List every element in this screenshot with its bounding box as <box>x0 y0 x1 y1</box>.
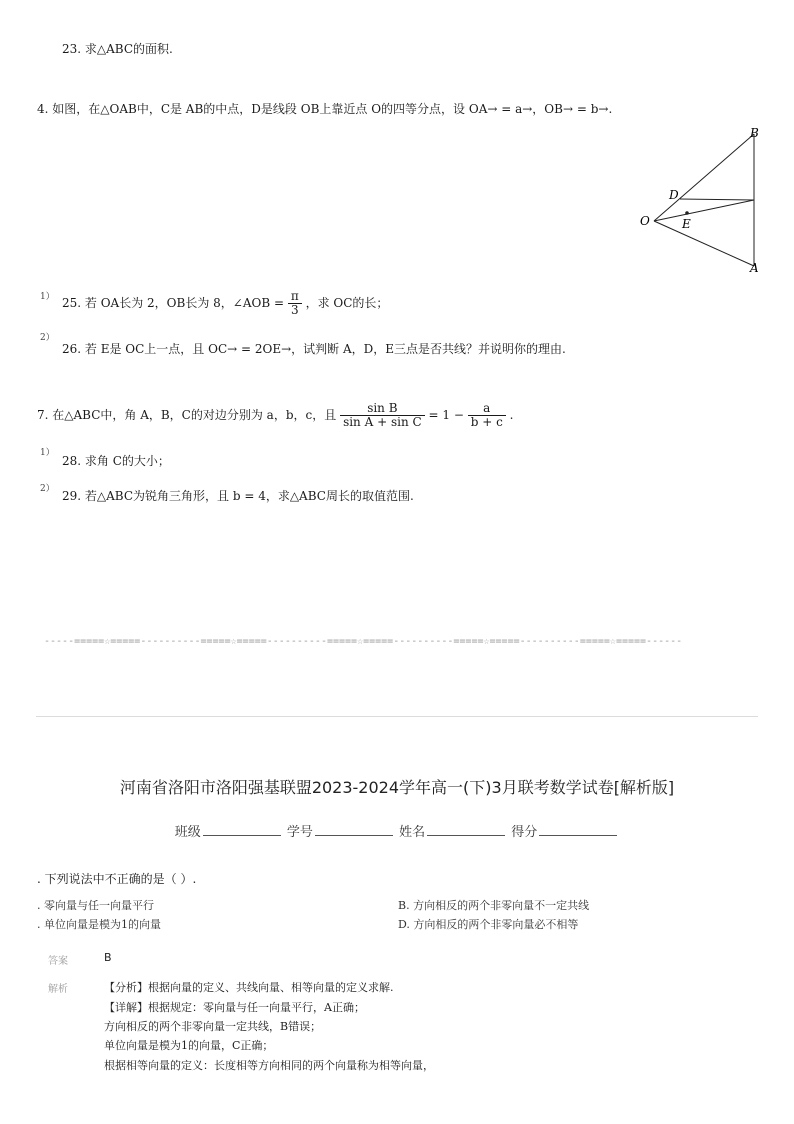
q25-fraction <box>288 290 302 317</box>
segment-DC <box>680 199 754 200</box>
sub-number-2: 2） <box>40 333 55 343</box>
label-E: E <box>682 217 691 231</box>
q7-post: . <box>509 408 514 423</box>
analysis-line: 根据相等向量的定义：长度相等方向相同的两个向量称为相等向量， <box>104 1059 434 1072</box>
option-b: B. 方向相反的两个非零向量不一定共线 <box>398 899 590 912</box>
point-E <box>685 211 689 215</box>
label-D: D <box>669 188 679 202</box>
q25-fraction-den: 3 <box>290 303 299 318</box>
answer-value: B <box>104 951 112 964</box>
label-O: O <box>640 214 650 228</box>
q7-fraction-1-num: sin B <box>340 402 425 416</box>
class-label: 班级 <box>174 825 201 840</box>
id-label: 学号 <box>286 825 313 840</box>
answer-label: 答案 <box>48 956 68 967</box>
q25-post: ，求 OC的长； <box>305 296 389 311</box>
sub-number-1: 1） <box>40 292 55 302</box>
sub-number-2: 2） <box>40 484 55 494</box>
option-a: . 零向量与任一向量平行 <box>37 899 154 912</box>
question-28: 28. 求角 C的大小； <box>62 454 170 468</box>
name-label: 姓名 <box>399 825 426 840</box>
q7-fraction-2-num: a <box>468 402 506 416</box>
analysis-line: 【详解】根据规定：零向量与任一向量平行，A正确； <box>104 1001 365 1014</box>
question-4-stem: 4. 如图，在△OAB中，C是 AB的中点，D是线段 OB上靠近点 O的四等分点，设 OA→ = a→，OB→ = b→. <box>37 102 613 116</box>
q7-fraction-1-den: sin A + sin C <box>343 415 422 430</box>
option-d: D. 方向相反的两个非零向量必不相等 <box>398 918 579 931</box>
segment-OA <box>654 221 754 266</box>
question-29: 29. 若△ABC为锐角三角形，且 b = 4，求△ABC周长的取值范围. <box>62 489 414 503</box>
q7-mid: = 1 − <box>428 408 464 423</box>
q7-fraction-1 <box>340 402 425 429</box>
name-blank[interactable] <box>427 823 505 836</box>
label-A: A <box>750 261 759 274</box>
student-info-fields <box>0 821 794 840</box>
triangle-figure <box>636 124 762 274</box>
question-25 <box>62 290 388 317</box>
label-B: B <box>750 126 759 140</box>
question-26: 26. 若 E是 OC上一点，且 OC→ = 2OE→，试判断 A，D，E三点是否共线？并说明你的理由. <box>62 342 566 356</box>
class-blank[interactable] <box>203 823 281 836</box>
q25-fraction-num: π <box>288 290 302 304</box>
segment-OC <box>654 200 754 221</box>
question-1-stem: . 下列说法中不正确的是（ ）. <box>37 872 197 886</box>
analysis-line: 单位向量是模为1的向量，C正确； <box>104 1039 274 1052</box>
q7-pre: 7. 在△ABC中，角 A，B，C的对边分别为 a，b，c，且 <box>37 408 337 423</box>
q7-fraction-2-den: b + c <box>470 415 503 430</box>
id-blank[interactable] <box>315 823 393 836</box>
q25-pre: 25. 若 OA长为 2，OB长为 8，∠AOB = <box>62 296 285 311</box>
question-23: 23. 求△ABC的面积. <box>62 42 173 56</box>
analysis-line: 【分析】根据向量的定义、共线向量、相等向量的定义求解. <box>104 981 394 994</box>
segment-OB <box>654 134 754 221</box>
section-divider: -----=====☆=====----------=====☆=====----------=====☆=====----------=====☆=====----------=====☆=====------ <box>44 636 683 647</box>
page-separator <box>36 716 758 717</box>
option-c: . 单位向量是模为1的向量 <box>37 918 161 931</box>
analysis-line: 方向相反的两个非零向量一定共线，B错误； <box>104 1020 322 1033</box>
q7-fraction-2 <box>468 402 506 429</box>
question-7-stem <box>37 402 513 429</box>
score-blank[interactable] <box>539 823 617 836</box>
page-title: 河南省洛阳市洛阳强基联盟2023-2024学年高一(下)3月联考数学试卷[解析版] <box>119 778 675 797</box>
sub-number-1: 1） <box>40 448 55 458</box>
score-label: 得分 <box>511 825 538 840</box>
analysis-label: 解析 <box>48 984 68 995</box>
